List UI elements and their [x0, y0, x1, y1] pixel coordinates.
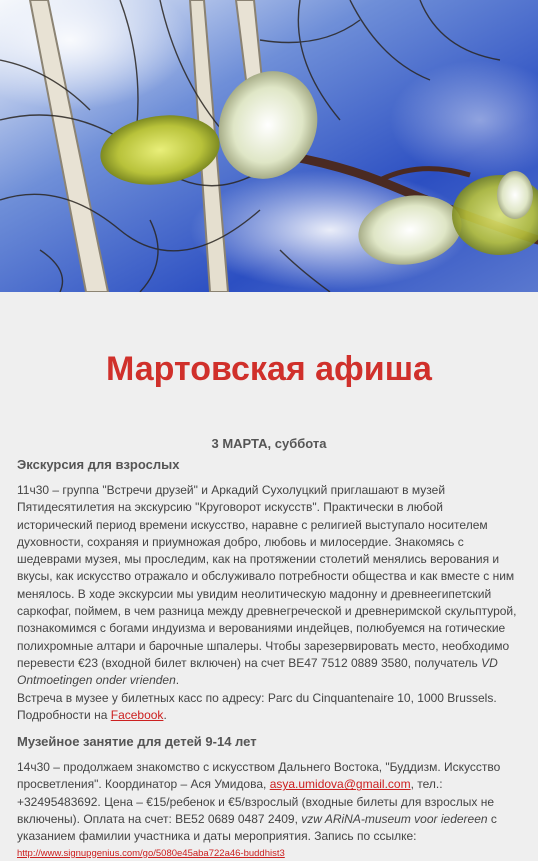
event2-body-start: 14ч30 – продолжаем знакомство с искусством Дальнего Востока, "Буддизм. Искусство просветления". Координатор – Ася Умидова,: [17, 760, 501, 792]
event2-body-mid: , тел.: +32495483692. Цена – €15/ребенок и €5/взрослый (входные билеты для взрослых не включены). Оплата на счет: BE52 0689 0487 2409,: [17, 777, 495, 827]
event-date: 3 МАРТА, суббота: [211, 436, 327, 451]
details-suffix: .: [163, 707, 167, 722]
event1-recipient: VD Ontmoetingen onder vrienden: [17, 655, 498, 688]
event1-title: Экскурсия для взрослых: [17, 457, 180, 472]
event1-body: 11ч30 – группа "Встречи друзей" и Аркадий Сухолуцкий приглашают в музей Пятидесятилетия на экскурсию "Круговорот искусств". Практически в любой исторический период времени искусство, наравне с религией выступало носителем духовности, сохраняя и приумножая добро, любовь и милосердие. Знакомясь с шедеврами музея, мы проследим, как на протяжении столетий менялись верования и вкусы, как искусство отражало и обслуживало потребности общества и как вместе с ним менялось. В ходе экскурсии мы увидим неолитическую мадонну и древнеегипетский саркофаг, поймем, в чем разница между древнегреческой и древнеримской скульптурой, познакомимся с богами индуизма и верованиями индейцев, полюбуемся на готические полихромные алтари и барочные шпалеры. Чтобы зарезервировать место, необходимо перевести €23 (входной билет включен) на счет BE47 7512 0889 3580, получатель: [17, 483, 517, 670]
event1-recipient-end: .: [175, 673, 180, 688]
page-title: Мартовская афиша: [106, 350, 432, 388]
pussy-willow-photo: [0, 0, 538, 292]
event1-description: [17, 482, 521, 690]
event1-details: [17, 707, 521, 724]
event2-payee: vzw ARiNA-museum voor iedereen: [301, 812, 488, 827]
signup-link[interactable]: http://www.signupgenius.com/go/5080e45aba722a46-buddhist3: [17, 847, 285, 859]
event1-meeting: Встреча в музее у билетных касс по адресу: Parc du Cinquantenaire 10, 1000 Brussels.: [17, 690, 497, 705]
newsletter-content: [0, 292, 538, 859]
details-prefix: Подробности на: [17, 707, 111, 722]
facebook-link[interactable]: Facebook: [110, 707, 164, 722]
event2-description: [17, 759, 521, 845]
event2-body-end: с указанием фамилии участника и даты мероприятия. Запись по ссылке:: [17, 812, 497, 844]
hero-image: [0, 0, 538, 292]
email-link[interactable]: asya.umidova@gmail.com: [269, 777, 411, 792]
event2-title: Музейное занятие для детей 9-14 лет: [17, 734, 257, 750]
